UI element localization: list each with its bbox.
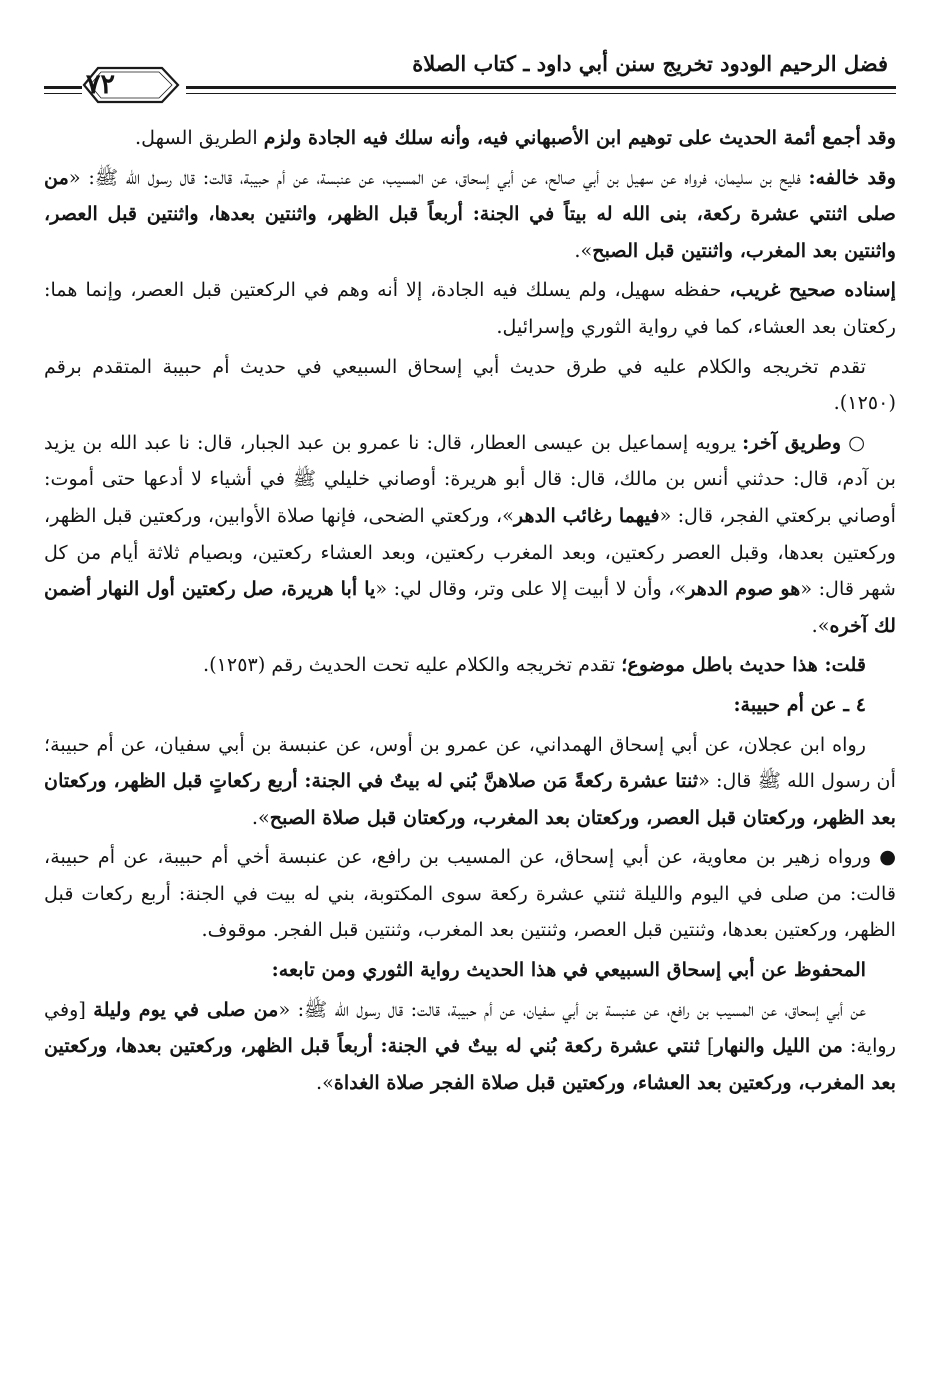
page-number: ٧٢ (86, 69, 116, 100)
bold-text-run: من الليل والنهار (714, 1034, 843, 1058)
text-run: يرويه إسماعيل بن عيسى العطار، قال: نا عمرو بن عبد الجبار، قال: نا عبد الله بن يزيد بن آدم، قال: حدثني أنس بن مالك، قال: قال أبو هريرة: أوصاني خليلي ﷺ في أشياء لا أدعها حتى أموت: أوصاني بركعتي الفجر، قال: « (44, 430, 897, 527)
text-run: تقدم تخريجه والكلام عليه تحت الحديث رقم (١٢٥٣). (202, 653, 622, 677)
text-run: ». (811, 613, 830, 637)
bold-text-run: هو صوم الدهر (686, 577, 801, 601)
text-run: حفظه سهيل، ولم يسلك فيه الجادة، إلا أنه وهم في الركعتين قبل العصر، وإنما هما: ركعتان بعد العشاء، كما في رواية الثوري وإسرائيل. (44, 278, 896, 338)
page-number-ornament-icon (44, 62, 204, 108)
text-run: تقدم تخريجه والكلام عليه في طرق حديث أبي إسحاق السبيعي في حديث أم حبيبة المتقدم برقم (١٢٥٠). (44, 354, 896, 415)
text-run: ». (574, 238, 593, 262)
bold-text-run: قلت: هذا حديث باطل موضوع؛ (621, 653, 866, 677)
text-run: ] (699, 1034, 715, 1058)
bold-text-run: إسناده صحيح غريب، (729, 278, 896, 302)
book-page (44, 0, 896, 1373)
paragraph (44, 349, 896, 422)
paragraph (44, 160, 896, 270)
running-title: فضل الرحيم الودود تخريج سنن أبي داود ـ كتاب الصلاة (412, 51, 888, 76)
section-heading (44, 687, 896, 724)
bold-text-run: وقد خالفه: (808, 165, 896, 189)
bold-text-run: من صلى اثنتي عشرة ركعة، بنى الله له بيتاً في الجنة: أربعاً قبل الظهر، واثنتين بعدها، واثنتين قبل العصر، واثنتين بعد المغرب، واثنتين قبل الصبح (44, 165, 896, 262)
paragraph (44, 120, 896, 157)
text-run: »، وركعتي الضحى، فإنها صلاة الأوابين، وركعتين قبل الظهر، وركعتين بعدها، وقبل العصر ركعتين، وبعد المغرب ركعتين، وبعد العشاء ركعتين، وبصيام ثلاثة أيام من كل شهر قال: « (44, 503, 896, 601)
bold-text-run: يا أبا هريرة، صل ركعتين أول النهار أضمن لك آخره (44, 577, 896, 637)
text-run: ». (315, 1070, 334, 1094)
paragraph (44, 952, 896, 989)
bold-text-run: ثنتي عشرة ركعة بُني له بيتٌ في الجنة: أربعاً قبل الظهر، وركعتين بعدها، وركعتين بعد المغرب، وركعتين بعد العشاء، وركعتين قبل صلاة الفجر صلاة الغداة (44, 1034, 896, 1094)
bold-text-run: المحفوظ عن أبي إسحاق السبيعي في هذا الحديث رواية الثوري ومن تابعه: (271, 958, 866, 982)
bold-text-run: من صلى في يوم وليلة (93, 997, 279, 1021)
text-run: [وفي رواية: (44, 997, 896, 1058)
bold-text-run: فيهما رغائب الدهر (513, 503, 660, 527)
text-run: ». (251, 805, 270, 829)
text-run: رواه ابن عجلان، عن أبي إسحاق الهمداني، عن عمرو بن أوس، عن عنبسة بن أبي سفيان، عن أم حبيبة؛ أن رسول الله ﷺ قال: « (44, 732, 896, 793)
paragraph (44, 425, 896, 645)
bold-text-run: ٤ ـ عن أم حبيبة: (733, 692, 866, 716)
header-rule-thick (186, 86, 896, 89)
paragraph (44, 727, 896, 837)
text-run: الطريق السهل. (134, 126, 264, 149)
page-header (44, 40, 896, 106)
text-run: فليح بن سليمان، فرواه عن سهيل بن أبي صالح، عن أبي إسحاق، عن المسيب، عن عنبسة، عن أم حبيبة، قالت: قال رسول الله ﷺ: « (68, 165, 809, 189)
paragraph (44, 992, 896, 1102)
text-run: »، وأن لا أبيت إلا على وتر، وقال لي: « (375, 577, 687, 601)
text-run: ○ (841, 430, 866, 454)
paragraph (44, 839, 896, 949)
paragraph (44, 272, 896, 345)
text-run: ● ورواه زهير بن معاوية، عن أبي إسحاق، عن المسيب بن رافع، عن عنبسة أخي أم حبيبة، عن أم حبيبة، قالت: من صلى في اليوم والليلة ثنتي عشرة ركعة سوى المكتوبة، بني له بيت في الجنة: أربع ركعات قبل الظهر، وركعتين بعدها، وثنتين قبل العصر، وثنتين بعد المغرب، وثنتين قبل الفجر. موقوف. (44, 845, 896, 942)
text-run: عن أبي إسحاق، عن المسيب بن رافع، عن عنبسة بن أبي سفيان، عن أم حبيبة، قالت: قال رسول الله ﷺ: « (278, 997, 866, 1021)
bold-text-run: ثنتا عشرة ركعةً مَن صلاهنَّ بُني له بيتٌ في الجنة: أربع ركعاتٍ قبل الظهر، وركعتان بعد الظهر، وركعتان قبل العصر، وركعتان بعد المغرب، وركعتان قبل صلاة الصبح (44, 769, 896, 829)
page-body (44, 120, 896, 1104)
bold-text-run: وطريق آخر: (742, 430, 842, 454)
paragraph (44, 647, 896, 684)
header-rule-thin (186, 93, 896, 94)
bold-text-run: وقد أجمع أئمة الحديث على توهيم ابن الأصبهاني فيه، وأنه سلك فيه الجادة ولزم (263, 126, 896, 149)
